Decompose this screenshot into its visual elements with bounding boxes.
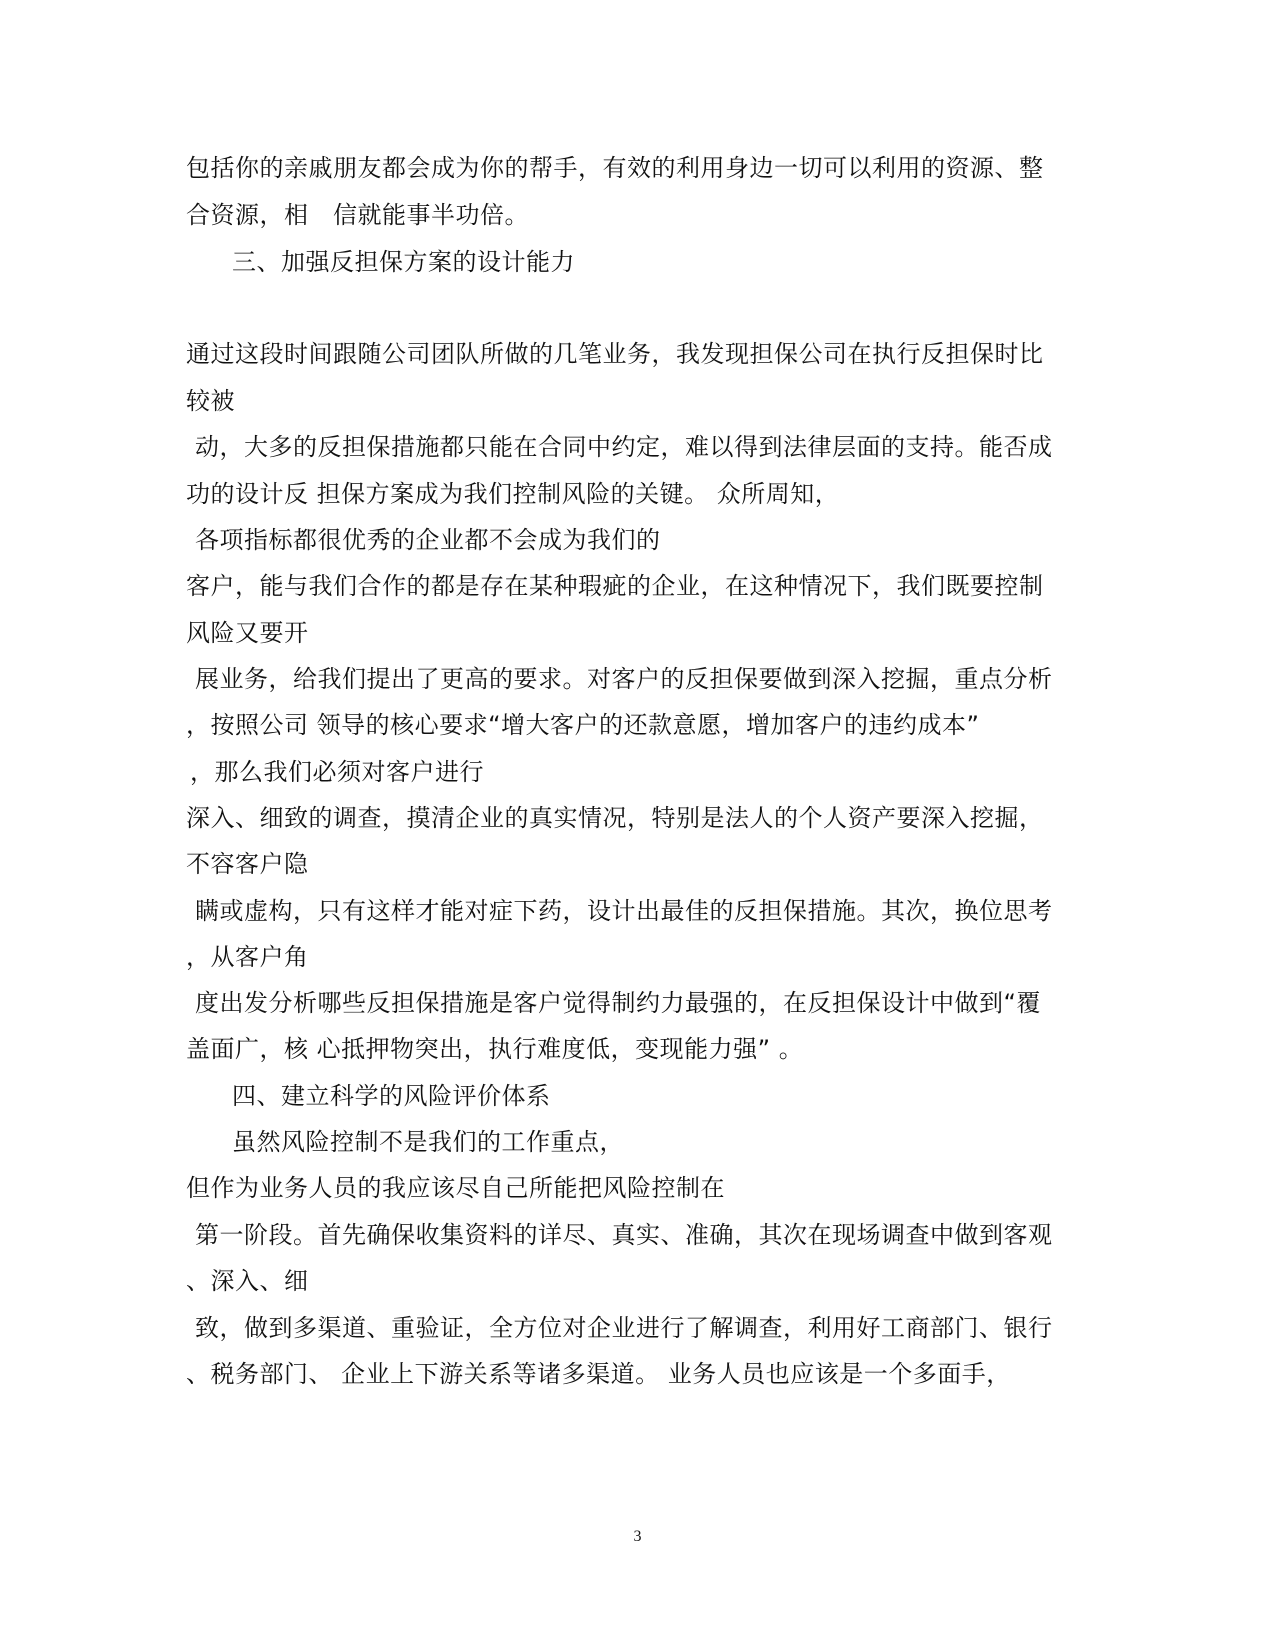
text-line: 但作为业务人员的我应该尽自己所能把风险控制在 xyxy=(186,1174,725,1202)
text-line: 盖面广，核 心抵押物突出，执行难度低，变现能力强” 。 xyxy=(186,1035,804,1063)
section-heading: 三、加强反担保方案的设计能力 xyxy=(232,248,575,276)
text-line: 深入、细致的调查，摸清企业的真实情况，特别是法人的个人资产要深入挖掘， xyxy=(186,804,1044,832)
text-line: 、深入、细 xyxy=(186,1267,309,1295)
text-line: 度出发分析哪些反担保措施是客户觉得制约力最强的，在反担保设计中做到“覆 xyxy=(195,989,1041,1017)
text-line: 风险又要开 xyxy=(186,619,309,647)
text-line: 动，大多的反担保措施都只能在合同中约定，难以得到法律层面的支持。能否成 xyxy=(195,433,1053,461)
text-line: 包括你的亲戚朋友都会成为你的帮手，有效的利用身边一切可以利用的资源、整 xyxy=(186,154,1044,182)
text-line: 虽然风险控制不是我们的工作重点， xyxy=(232,1128,624,1156)
text-line: 客户，能与我们合作的都是存在某种瑕疵的企业，在这种情况下，我们既要控制 xyxy=(186,572,1044,600)
text-line: 第一阶段。首先确保收集资料的详尽、真实、准确，其次在现场调查中做到客观 xyxy=(195,1221,1053,1249)
page-number: 3 xyxy=(633,1528,642,1545)
text-line: 展业务，给我们提出了更高的要求。对客户的反担保要做到深入挖掘，重点分析 xyxy=(195,665,1053,693)
text-line: 各项指标都很优秀的企业都不会成为我们的 xyxy=(195,526,661,554)
text-line: ，那么我们必须对客户进行 xyxy=(190,758,484,786)
text-line: 合资源，相 信就能事半功倍。 xyxy=(186,201,529,229)
text-line: 致，做到多渠道、重验证，全方位对企业进行了解调查，利用好工商部门、银行 xyxy=(195,1314,1053,1342)
text-line: 较被 xyxy=(186,387,235,415)
text-line: 不容客户隐 xyxy=(186,850,309,878)
section-heading: 四、建立科学的风险评价体系 xyxy=(232,1082,551,1110)
text-line: 通过这段时间跟随公司团队所做的几笔业务，我发现担保公司在执行反担保时比 xyxy=(186,340,1044,368)
text-line: ，按照公司 领导的核心要求“增大客户的还款意愿，增加客户的违约成本” xyxy=(186,711,980,739)
text-line: 功的设计反 担保方案成为我们控制风险的关键。 众所周知， xyxy=(186,480,840,508)
text-line: ，从客户角 xyxy=(186,943,309,971)
text-line: 瞒或虚构，只有这样才能对症下药，设计出最佳的反担保措施。其次，换位思考 xyxy=(195,897,1053,925)
text-line: 、税务部门、 企业上下游关系等诸多渠道。 业务人员也应该是一个多面手， xyxy=(186,1360,1011,1388)
